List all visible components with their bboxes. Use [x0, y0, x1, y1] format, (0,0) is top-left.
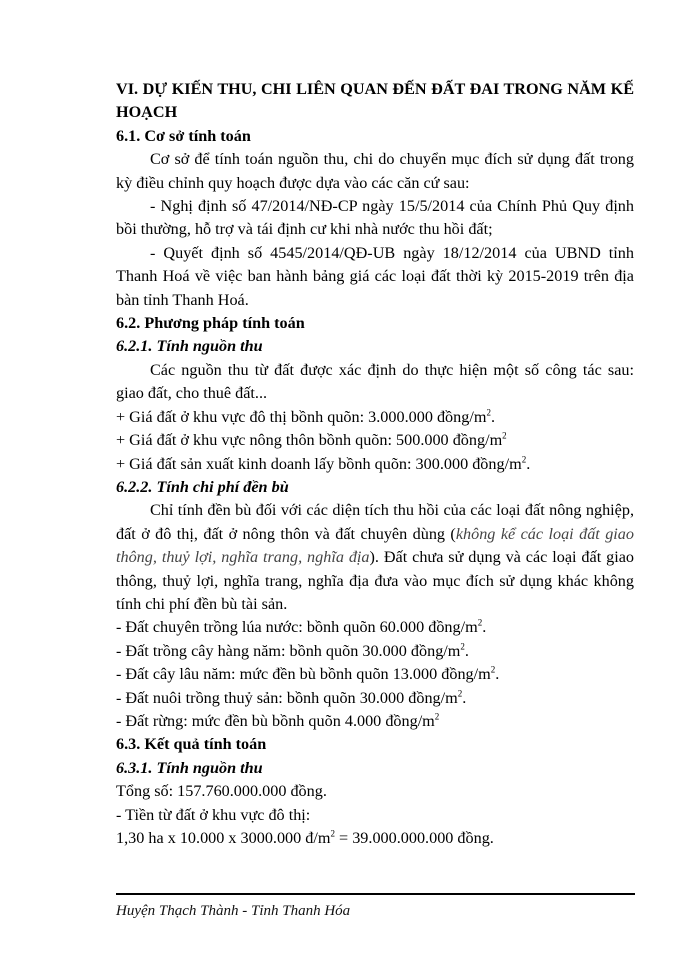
- revenue-item: + Giá đất ở khu vực nông thôn bồnh quõn: 500.000 đồng/$m^2$: [116, 430, 507, 450]
- compensation-item: - Đất chuyên trồng lúa nước: bồnh quõn 60.000 đồng/$m^2$.: [116, 617, 487, 637]
- heading-6-2-2: 6.2.2. Tính chi phí đền bù: [116, 477, 289, 496]
- paragraph-basis-intro: Cơ sở để tính toán nguồn thu, chi do chuyển mục đích sử dụng đất trong kỳ điều chỉnh quy hoạch được dựa vào các căn cứ sau:: [116, 150, 634, 192]
- paragraph-revenue-intro: Các nguồn thu từ đất được xác định do thực hiện một số công tác sau: giao đất, cho thuê đất...: [116, 360, 634, 403]
- revenue-total: Tổng số: 157.760.000.000 đồng.: [116, 782, 327, 801]
- page-footer: Huyện Thạch Thành - Tỉnh Thanh Hóa: [116, 903, 351, 919]
- urban-revenue-calculation: 1,30 ha x 10.000 x 3000.000 $đ/m^2 = 39.000.000.000$ đồng.: [116, 828, 494, 847]
- urban-revenue-label: - Tiền từ đất ở khu vực đô thị:: [116, 805, 311, 824]
- compensation-item: - Đất trồng cây hàng năm: bồnh quõn 30.000 đồng/$m^2$.: [116, 641, 469, 660]
- document-body: [116, 78, 634, 850]
- compensation-item: - Đất rừng: mức đền bù bồnh quõn 4.000 đồng/$m^2$: [116, 711, 440, 730]
- revenue-item: + Giá đất sản xuất kinh doanh lấy bồnh quõn: 300.000 đồng/$m^2$.: [116, 454, 531, 473]
- basis-item: - Nghị định số 47/2014/NĐ-CP ngày 15/5/2014 của Chính Phủ Quy định bồi thường, hỗ trợ và tái định cư khi nhà nước thu hồi đất;: [116, 197, 634, 239]
- compensation-note: không kể các loại đất giao thông, thuỷ lợi, nghĩa trang, nghĩa địa: [116, 524, 634, 567]
- heading-6-3: 6.3. Kết quả tính toán: [116, 735, 267, 754]
- compensation-item: - Đất nuôi trồng thuỷ sản: bồnh quõn 30.000 đồng/$m^2$.: [116, 688, 467, 707]
- heading-6-3-1: 6.3.1. Tính nguồn thu: [116, 758, 263, 777]
- revenue-item: + Giá đất ở khu vực đô thị bồnh quõn: 3.000.000 đồng/$m^2$.: [116, 407, 495, 426]
- basis-item: - Quyết định số 4545/2014/QĐ-UB ngày 18/12/2014 của UBND tỉnh Thanh Hoá về việc ban hành bảng giá các loại đất thời kỳ 2015-2019 trên địa bàn tỉnh Thanh Hoá.: [116, 243, 634, 309]
- heading-6-2: 6.2. Phương pháp tính toán: [116, 314, 305, 333]
- heading-6-2-1: 6.2.1. Tính nguồn thu: [116, 337, 263, 356]
- paragraph-compensation: Chỉ tính đền bù đối với các diện tích thu hồi của các loại đất nông nghiệp, đất ở đô thị, đất ở nông thôn và đất chuyên dùng (không kể các loại đất giao thông, thuỷ lợi, nghĩa trang, nghĩa địa). Đất chưa sử dụng và các loại đất giao thông, thuỷ lợi, nghĩa trang, nghĩa địa đưa vào mục đích sử dụng khác không tính chi phí đền bù tài sản.: [116, 501, 634, 613]
- heading-6-1: 6.1. Cơ sở tính toán: [116, 126, 251, 145]
- section-title: VI. DỰ KIẾN THU, CHI LIÊN QUAN ĐẾN ĐẤT ĐAI TRONG NĂM KẾ HOẠCH: [116, 80, 634, 122]
- compensation-item: - Đất cây lâu năm: mức đền bù bồnh quõn 13.000 đồng/$m^2$.: [116, 664, 500, 684]
- footer-divider: [116, 893, 635, 895]
